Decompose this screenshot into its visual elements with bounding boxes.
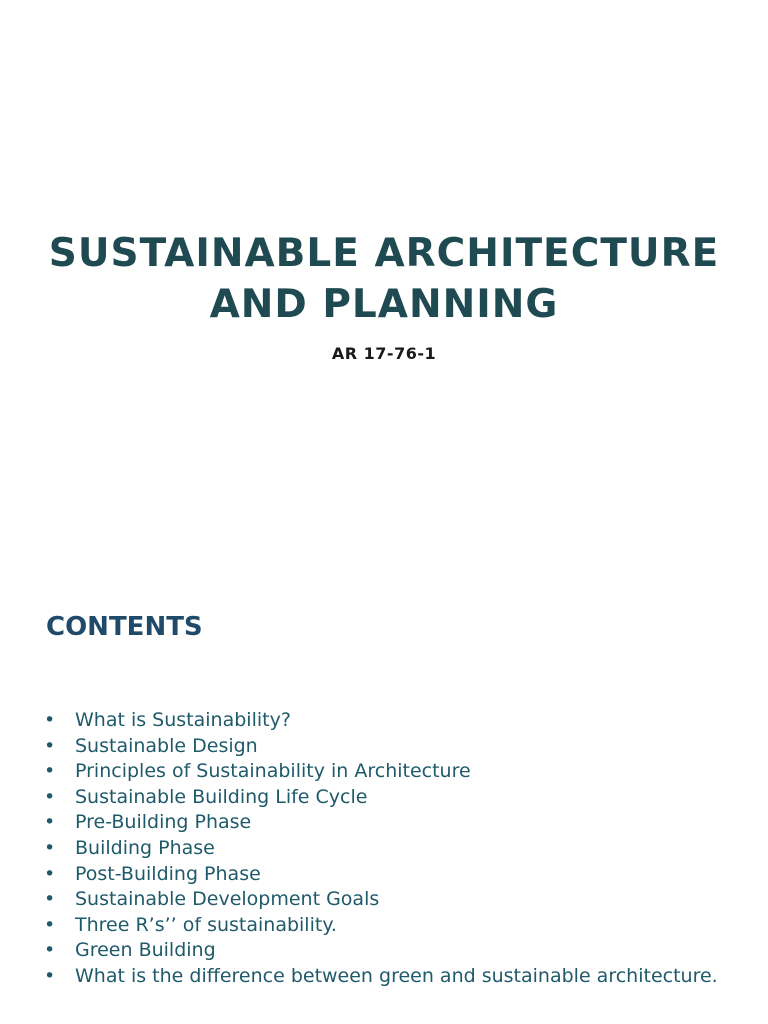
list-item [44,862,724,888]
list-item-text: Building Phase [75,836,215,859]
main-title-line-2: AND PLANNING [209,282,559,327]
bullet-icon: • [44,811,56,834]
bullet-icon: • [44,734,56,757]
list-item [44,913,724,939]
list-item-text: What is the difference between green and sustainable architecture. [75,964,718,987]
list-item [44,964,724,990]
list-item-text: Sustainable Design [75,734,258,757]
bullet-icon: • [44,836,56,859]
main-title-line-1: SUSTAINABLE ARCHITECTURE [48,231,720,276]
list-item [44,759,724,785]
contents-list [44,708,724,990]
bullet-icon: • [44,939,56,962]
bullet-icon: • [44,862,56,885]
bullet-icon: • [44,913,56,936]
list-item [44,887,724,913]
list-item-text: What is Sustainability? [75,709,291,731]
bullet-icon: • [44,964,56,987]
bullet-icon: • [44,785,56,808]
list-item [44,836,724,862]
list-item-text: Green Building [75,939,216,962]
list-item [44,708,724,734]
list-item-text: Sustainable Building Life Cycle [75,785,368,808]
course-code: AR 17-76-1 [331,344,437,363]
list-item-text: Three R’s’’ of sustainability. [75,913,337,936]
bullet-icon: • [44,760,56,783]
list-item-text: Sustainable Development Goals [75,888,380,911]
list-item [44,734,724,760]
bullet-icon: • [44,888,56,911]
list-item [44,810,724,836]
bullet-icon: • [44,709,56,731]
list-item-text: Principles of Sustainability in Architecture [75,760,471,783]
list-item [44,938,724,964]
list-item-text: Post-Building Phase [75,862,261,885]
contents-heading: CONTENTS [46,612,203,642]
contents-slide [0,576,768,1024]
list-item-text: Pre-Building Phase [75,811,252,834]
main-title [40,228,728,330]
list-item [44,785,724,811]
